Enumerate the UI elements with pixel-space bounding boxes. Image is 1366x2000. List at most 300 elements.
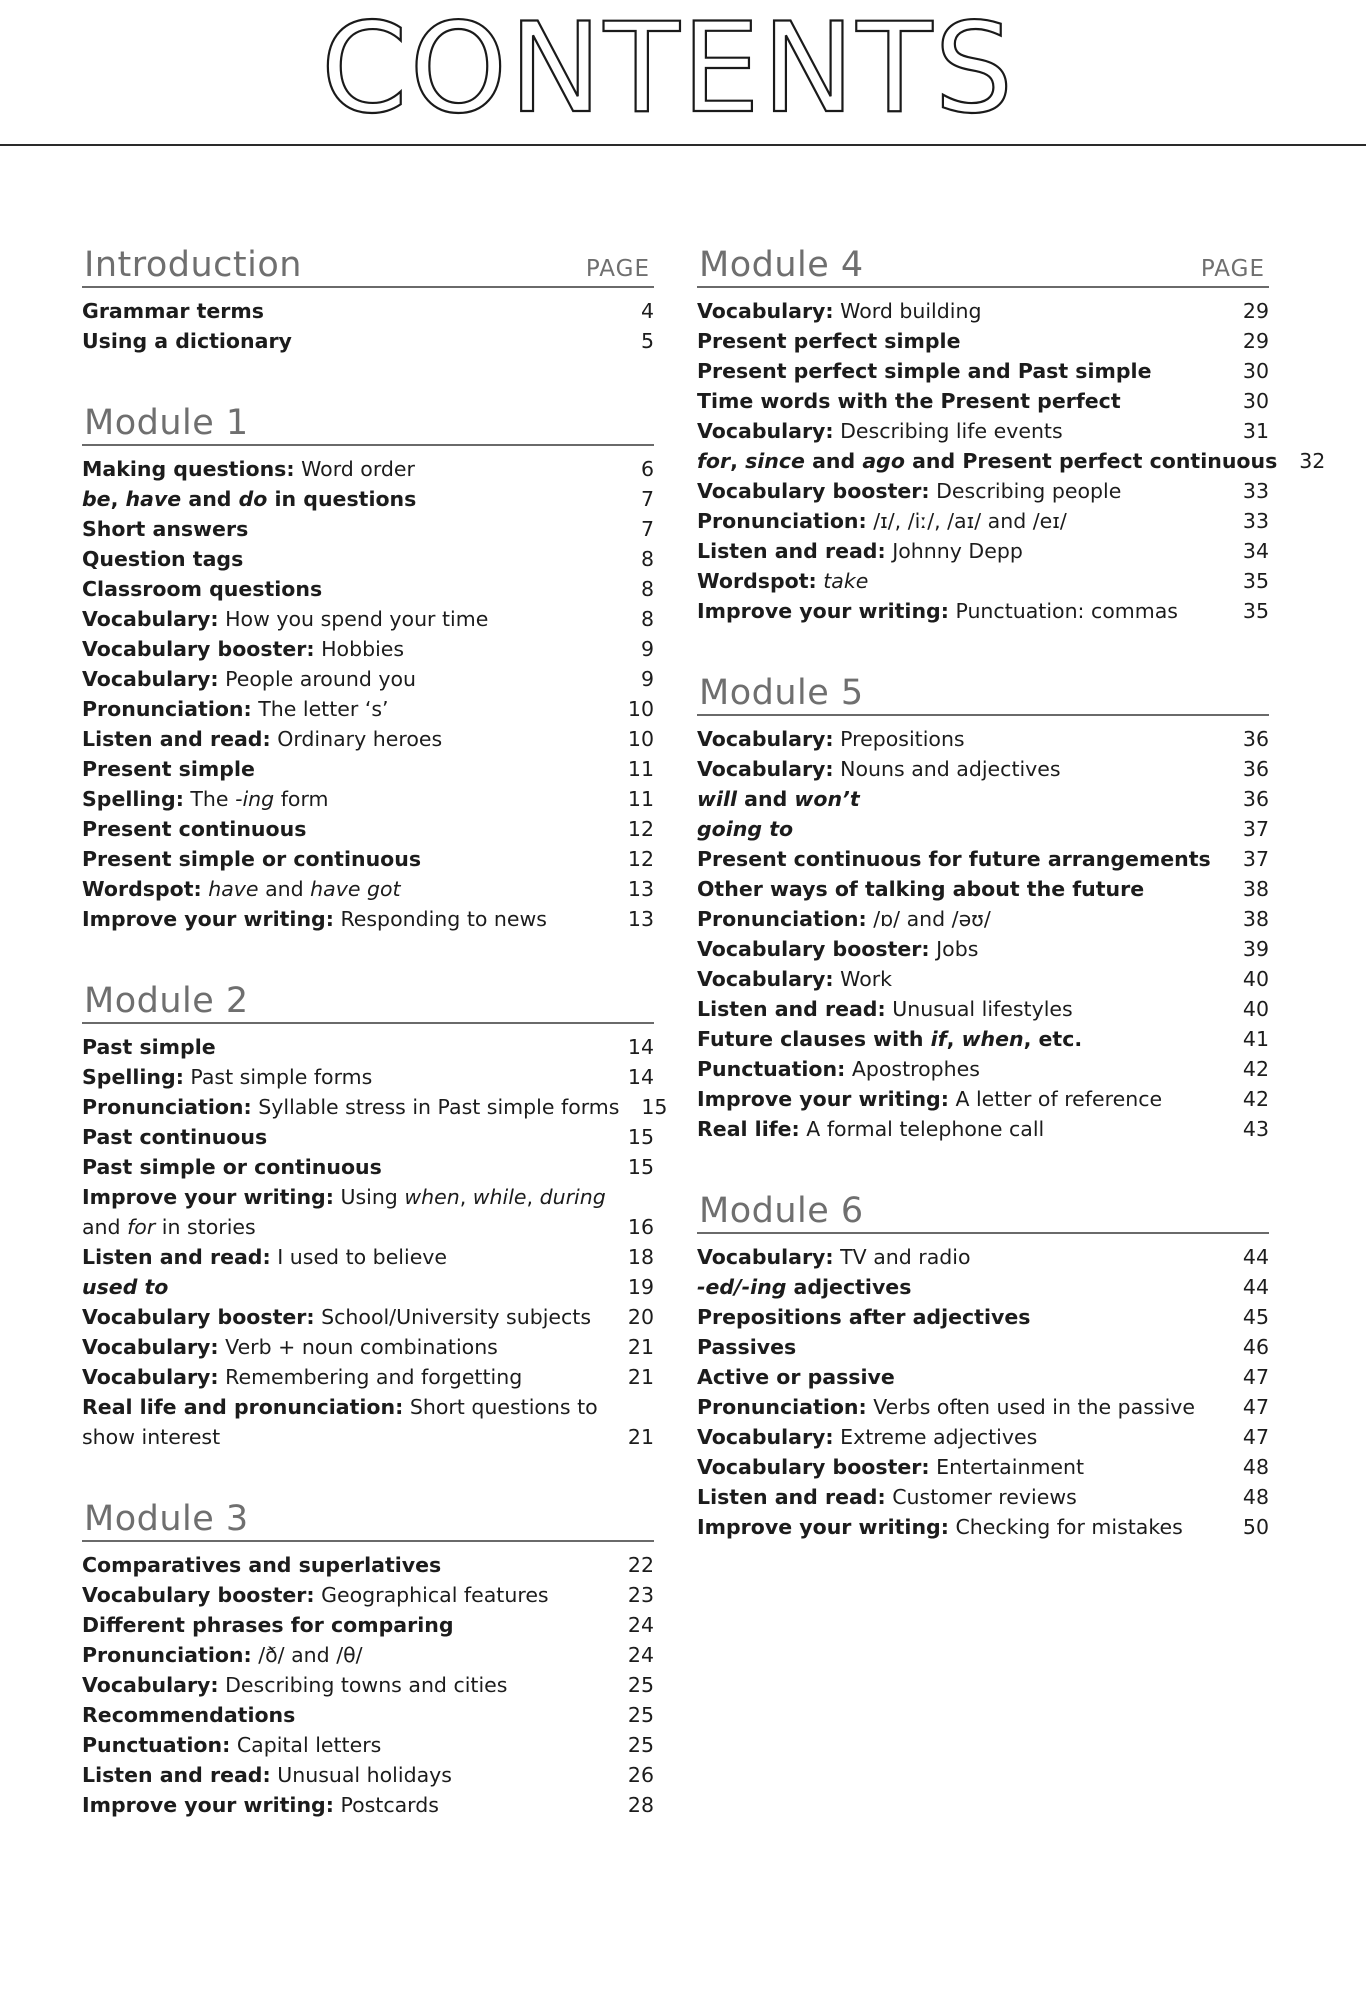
contents-entry xyxy=(82,754,654,784)
entry-text-part: Pronunciation: xyxy=(82,1643,252,1667)
section-title: Introduction xyxy=(84,245,302,285)
entry-text-part: Vocabulary booster: xyxy=(82,637,315,661)
entry-text-part: Vocabulary: xyxy=(697,419,834,443)
entry-text-part: Wordspot: xyxy=(82,877,202,901)
entry-text-part: Using a dictionary xyxy=(82,329,292,353)
section-title: Module 2 xyxy=(84,981,249,1021)
entry-text-part: Real life and pronunciation: xyxy=(82,1395,404,1419)
contents-section xyxy=(697,664,1269,1144)
entry-title xyxy=(697,1482,1235,1512)
entry-title xyxy=(82,1730,620,1760)
entry-text-part: Improve your writing: xyxy=(697,599,949,623)
entry-text-part: Recommendations xyxy=(82,1703,296,1727)
entry-text-part: Extreme adjectives xyxy=(833,1425,1038,1449)
entry-page-number: 13 xyxy=(627,877,654,901)
contents-entry xyxy=(82,1730,654,1760)
contents-entry xyxy=(697,1054,1269,1084)
contents-entry xyxy=(697,1272,1269,1302)
entry-text-part: Improve your writing: xyxy=(697,1087,949,1111)
entry-text-part: Listen and read: xyxy=(697,1485,886,1509)
entry-text-part: Vocabulary booster: xyxy=(697,479,930,503)
entry-title xyxy=(82,1392,620,1422)
entry-text-part: Describing life events xyxy=(833,419,1063,443)
entry-title xyxy=(82,874,620,904)
entry-title xyxy=(82,1422,620,1452)
entry-text-part: Hobbies xyxy=(314,637,405,661)
entry-page-number: 15 xyxy=(627,1155,654,1179)
entry-page-number: 48 xyxy=(1242,1455,1269,1479)
contents-column-left xyxy=(82,236,668,1858)
contents-entry xyxy=(697,356,1269,386)
entry-title xyxy=(82,1790,620,1820)
entry-title xyxy=(82,844,620,874)
entry-page-number: 15 xyxy=(641,1095,668,1119)
entry-text-part: Geographical features xyxy=(314,1583,549,1607)
entry-text-part: Listen and read: xyxy=(82,1763,271,1787)
entry-title xyxy=(82,634,620,664)
entry-title xyxy=(82,1700,620,1730)
entry-text-part: Vocabulary: xyxy=(82,1365,219,1389)
page-header xyxy=(0,0,1366,148)
contents-entry xyxy=(697,1302,1269,1332)
entry-page-number: 30 xyxy=(1242,389,1269,413)
section-title: Module 6 xyxy=(699,1191,864,1231)
entry-text-part: when xyxy=(404,1185,460,1209)
entry-page-number: 36 xyxy=(1242,757,1269,781)
page-column-label: PAGE xyxy=(1200,256,1265,282)
entry-text-part: and xyxy=(804,449,863,473)
entry-text-part: Vocabulary booster: xyxy=(697,1455,930,1479)
entry-page-number: 11 xyxy=(627,787,654,811)
contents-entry xyxy=(697,506,1269,536)
entry-page-number: 47 xyxy=(1242,1395,1269,1419)
entry-title xyxy=(82,484,620,514)
contents-entry xyxy=(697,1242,1269,1272)
entry-title xyxy=(697,724,1235,754)
entry-page-number: 7 xyxy=(640,487,654,511)
entry-text-part: take xyxy=(823,569,869,593)
entry-text-part: Present simple or continuous xyxy=(82,847,422,871)
contents-entry xyxy=(697,386,1269,416)
entry-text-part: Making questions: xyxy=(82,457,295,481)
entry-text-part: , etc. xyxy=(1023,1027,1083,1051)
entry-page-number: 29 xyxy=(1242,299,1269,323)
entry-text-part: Ordinary heroes xyxy=(270,727,443,751)
entry-title xyxy=(82,754,620,784)
section-header xyxy=(82,1490,654,1542)
contents-entry xyxy=(697,296,1269,326)
entry-page-number: 38 xyxy=(1242,907,1269,931)
contents-entry xyxy=(697,1452,1269,1482)
entry-text-part: TV and radio xyxy=(833,1245,971,1269)
entry-text-part: Comparatives and superlatives xyxy=(82,1553,442,1577)
contents-entry xyxy=(82,1122,654,1152)
contents-entry xyxy=(82,1332,654,1362)
entry-text-part: show interest xyxy=(82,1425,221,1449)
entry-page-number: 26 xyxy=(627,1763,654,1787)
entry-page-number: 21 xyxy=(627,1365,654,1389)
entry-text-part: Time words with the Present perfect xyxy=(697,389,1121,413)
entry-text-part: have got xyxy=(310,877,401,901)
contents-entry xyxy=(82,1152,654,1182)
contents-entry xyxy=(82,904,654,934)
entry-page-number: 22 xyxy=(627,1553,654,1577)
section-header xyxy=(697,1182,1269,1234)
contents-entry xyxy=(82,1610,654,1640)
entry-text-part: Unusual lifestyles xyxy=(885,997,1073,1021)
entry-text-part: ago xyxy=(862,449,905,473)
entry-page-number: 37 xyxy=(1242,847,1269,871)
entry-text-part: /ð/ and /θ/ xyxy=(251,1643,363,1667)
entry-text-part: Vocabulary: xyxy=(82,667,219,691)
entry-page-number: 36 xyxy=(1242,727,1269,751)
contents-entry xyxy=(697,1362,1269,1392)
entry-title xyxy=(82,1362,620,1392)
entry-page-number: 23 xyxy=(627,1583,654,1607)
entry-title xyxy=(697,964,1235,994)
entry-page-number: 36 xyxy=(1242,787,1269,811)
entry-page-number: 14 xyxy=(627,1035,654,1059)
entry-text-part: Passives xyxy=(697,1335,797,1359)
entry-text-part: How you spend your time xyxy=(218,607,489,631)
contents-entry xyxy=(82,694,654,724)
entry-title xyxy=(82,1062,620,1092)
entry-text-part: Prepositions xyxy=(833,727,965,751)
section-title: Module 1 xyxy=(84,403,249,443)
entry-page-number: 35 xyxy=(1242,599,1269,623)
entry-title xyxy=(697,506,1235,536)
header-rule xyxy=(0,144,1366,146)
entry-title xyxy=(697,1452,1235,1482)
contents-entry xyxy=(697,724,1269,754)
entry-title xyxy=(82,326,620,356)
entry-page-number: 35 xyxy=(1242,569,1269,593)
entry-text-part: Pronunciation: xyxy=(697,1395,867,1419)
entry-title xyxy=(82,544,620,574)
section-title: Module 4 xyxy=(699,245,864,285)
contents-entry xyxy=(82,724,654,754)
entry-text-part: adjectives xyxy=(786,1275,912,1299)
entry-title xyxy=(697,844,1235,874)
contents-entry xyxy=(82,664,654,694)
entry-text-part: Johnny Depp xyxy=(885,539,1023,563)
contents-entry xyxy=(82,1062,654,1092)
entry-text-part: Vocabulary: xyxy=(82,1673,219,1697)
contents-entry xyxy=(697,416,1269,446)
contents-entry xyxy=(82,296,654,326)
contents-column-right xyxy=(697,236,1326,1580)
entry-page-number: 8 xyxy=(640,547,654,571)
contents-entry xyxy=(82,1392,654,1422)
entry-title xyxy=(697,874,1235,904)
contents-entry xyxy=(82,1700,654,1730)
entry-page-number: 4 xyxy=(640,299,654,323)
contents-entry xyxy=(697,784,1269,814)
entry-title xyxy=(697,904,1235,934)
entry-text-part: Describing towns and cities xyxy=(218,1673,508,1697)
contents-entry xyxy=(697,1114,1269,1144)
entry-text-part: will xyxy=(697,787,738,811)
contents-entry xyxy=(697,754,1269,784)
entry-text-part: Listen and read: xyxy=(82,727,271,751)
entry-text-part: Postcards xyxy=(333,1793,439,1817)
entry-text-part: The letter ‘s’ xyxy=(251,697,389,721)
contents-entry xyxy=(82,574,654,604)
entry-title xyxy=(697,1114,1235,1144)
entry-text-part: Past continuous xyxy=(82,1125,268,1149)
entry-title xyxy=(697,1084,1235,1114)
contents-entry xyxy=(82,1422,654,1452)
entry-page-number: 42 xyxy=(1242,1057,1269,1081)
entry-text-part: , xyxy=(526,1185,540,1209)
contents-entry xyxy=(697,1392,1269,1422)
entry-text-part: Listen and read: xyxy=(697,539,886,563)
entry-text-part: Vocabulary: xyxy=(82,607,219,631)
entry-text-part: Pronunciation: xyxy=(82,697,252,721)
entry-title xyxy=(697,326,1235,356)
contents-entry xyxy=(697,934,1269,964)
entry-text-part: Capital letters xyxy=(230,1733,382,1757)
entry-text-part: and Present perfect continuous xyxy=(904,449,1278,473)
entry-text-part: Verbs often used in the passive xyxy=(866,1395,1196,1419)
entry-text-part: Checking for mistakes xyxy=(948,1515,1183,1539)
entry-page-number: 40 xyxy=(1242,997,1269,1021)
entry-text-part: Customer reviews xyxy=(885,1485,1077,1509)
entry-page-number: 50 xyxy=(1242,1515,1269,1539)
entry-text-part: Present continuous for future arrangements xyxy=(697,847,1211,871)
contents-entry xyxy=(82,1182,654,1212)
entry-text-part: Apostrophes xyxy=(845,1057,980,1081)
contents-entry xyxy=(697,1422,1269,1452)
entry-text-part: Vocabulary booster: xyxy=(697,937,930,961)
entry-text-part: A letter of reference xyxy=(948,1087,1163,1111)
section-header xyxy=(82,236,654,288)
entry-title xyxy=(82,1212,620,1242)
entry-page-number: 10 xyxy=(627,697,654,721)
entry-title xyxy=(82,904,620,934)
entry-page-number: 39 xyxy=(1242,937,1269,961)
entry-page-number: 31 xyxy=(1242,419,1269,443)
contents-entry xyxy=(82,1032,654,1062)
entry-title xyxy=(82,1032,620,1062)
entry-text-part: and xyxy=(258,877,311,901)
entry-page-number: 19 xyxy=(627,1275,654,1299)
contents-entry xyxy=(697,446,1326,476)
entry-text-part: Spelling: xyxy=(82,1065,184,1089)
entry-title xyxy=(697,416,1235,446)
entry-page-number: 12 xyxy=(627,817,654,841)
entry-page-number: 25 xyxy=(627,1703,654,1727)
entry-text-part: Improve your writing: xyxy=(697,1515,949,1539)
entry-text-part: Vocabulary booster: xyxy=(82,1583,315,1607)
contents-entry xyxy=(697,1482,1269,1512)
contents-entry xyxy=(82,1670,654,1700)
entry-title xyxy=(697,994,1235,1024)
entry-title xyxy=(82,1670,620,1700)
entry-text-part: Listen and read: xyxy=(82,1245,271,1269)
entry-title xyxy=(82,664,620,694)
entry-text-part: used to xyxy=(82,1275,169,1299)
contents-entry xyxy=(82,454,654,484)
contents-entry xyxy=(697,536,1269,566)
entry-page-number: 25 xyxy=(627,1673,654,1697)
entry-title xyxy=(697,476,1235,506)
contents-section xyxy=(82,236,654,356)
entry-text-part: Pronunciation: xyxy=(697,907,867,931)
entry-text-part: Wordspot: xyxy=(697,569,817,593)
entry-page-number: 9 xyxy=(640,667,654,691)
contents-entry xyxy=(82,1272,654,1302)
entry-text-part: won’t xyxy=(794,787,860,811)
entry-text-part: in stories xyxy=(155,1215,256,1239)
page-column-label: PAGE xyxy=(585,256,650,282)
contents-entry xyxy=(697,874,1269,904)
entry-text-part: /ɪ/, /iː/, /aɪ/ and /eɪ/ xyxy=(866,509,1067,533)
entry-text-part: have xyxy=(208,877,259,901)
contents-entry xyxy=(82,1640,654,1670)
entry-title xyxy=(82,1332,620,1362)
contents-entry xyxy=(82,1550,654,1580)
entry-title xyxy=(82,1152,620,1182)
contents-entry xyxy=(82,484,654,514)
entry-text-part: Spelling: xyxy=(82,787,184,811)
entry-text-part: while xyxy=(472,1185,527,1209)
entry-text-part: Past simple xyxy=(82,1035,216,1059)
page-title-graphic xyxy=(0,0,1366,148)
entry-title xyxy=(697,1272,1235,1302)
entry-text-part: Improve your writing: xyxy=(82,907,334,931)
entry-title xyxy=(82,1610,620,1640)
entry-text-part: Past simple or continuous xyxy=(82,1155,382,1179)
entry-text-part: and xyxy=(181,487,239,511)
entry-page-number: 8 xyxy=(640,607,654,631)
entry-text-part: Vocabulary: xyxy=(82,1335,219,1359)
contents-section xyxy=(82,1490,654,1820)
entry-text-part: A formal telephone call xyxy=(799,1117,1045,1141)
entry-text-part: Describing people xyxy=(929,479,1122,503)
entry-text-part: Punctuation: xyxy=(82,1733,231,1757)
entry-title xyxy=(697,566,1235,596)
entry-text-part: Vocabulary: xyxy=(697,967,834,991)
entry-title xyxy=(697,1302,1235,1332)
contents-entry xyxy=(697,1084,1269,1114)
contents-entry xyxy=(82,544,654,574)
section-header xyxy=(82,972,654,1024)
entry-text-part: Word order xyxy=(294,457,415,481)
entry-text-part: People around you xyxy=(218,667,417,691)
entry-title xyxy=(82,1640,620,1670)
entry-text-part: Classroom questions xyxy=(82,577,323,601)
entry-page-number: 33 xyxy=(1242,509,1269,533)
entry-title xyxy=(82,784,620,814)
entry-title xyxy=(697,1242,1235,1272)
contents-entry xyxy=(82,874,654,904)
entry-title xyxy=(82,1580,620,1610)
contents-entry xyxy=(697,326,1269,356)
contents-entry xyxy=(697,476,1269,506)
entry-text-part: Unusual holidays xyxy=(270,1763,452,1787)
entry-page-number: 24 xyxy=(627,1613,654,1637)
entry-text-part: -ing xyxy=(235,787,275,811)
entry-page-number: 13 xyxy=(627,907,654,931)
entry-title xyxy=(697,934,1235,964)
entry-page-number: 10 xyxy=(627,727,654,751)
contents-entry xyxy=(697,994,1269,1024)
entry-text-part: Vocabulary: xyxy=(697,299,834,323)
entry-page-number: 11 xyxy=(627,757,654,781)
entry-text-part: Using xyxy=(333,1185,405,1209)
section-title: Module 3 xyxy=(84,1499,249,1539)
entry-page-number: 46 xyxy=(1242,1335,1269,1359)
entry-text-part: Responding to news xyxy=(333,907,547,931)
entry-title xyxy=(697,814,1235,844)
entry-text-part: -ed/-ing xyxy=(697,1275,787,1299)
entry-text-part: I used to believe xyxy=(270,1245,448,1269)
entry-text-part: Listen and read: xyxy=(697,997,886,1021)
entry-text-part: and xyxy=(82,1215,128,1239)
entry-text-part: Vocabulary: xyxy=(697,757,834,781)
entry-text-part: , xyxy=(110,487,126,511)
entry-text-part: Real life: xyxy=(697,1117,800,1141)
contents-entry xyxy=(82,1212,654,1242)
entry-page-number: 44 xyxy=(1242,1245,1269,1269)
entry-text-part: form xyxy=(274,787,329,811)
entry-page-number: 47 xyxy=(1242,1425,1269,1449)
entry-text-part: The xyxy=(183,787,236,811)
entry-text-part: Prepositions after adjectives xyxy=(697,1305,1031,1329)
entry-text-part: Verb + noun combinations xyxy=(218,1335,498,1359)
entry-text-part: Grammar terms xyxy=(82,299,264,323)
contents-section xyxy=(82,394,654,934)
entry-title xyxy=(697,1362,1235,1392)
contents-entry xyxy=(697,1332,1269,1362)
contents-entry xyxy=(697,1024,1269,1054)
entry-text-part: going to xyxy=(697,817,794,841)
contents-section xyxy=(697,1182,1269,1542)
contents-entry xyxy=(697,964,1269,994)
entry-text-part: have xyxy=(125,487,182,511)
entry-title xyxy=(82,514,620,544)
entry-text-part: School/University subjects xyxy=(314,1305,591,1329)
entry-text-part: Short answers xyxy=(82,517,249,541)
entry-title xyxy=(697,1392,1235,1422)
entry-title xyxy=(82,296,620,326)
entry-text-part: Present perfect simple and Past simple xyxy=(697,359,1152,383)
contents-entry xyxy=(82,326,654,356)
contents-entry xyxy=(82,634,654,664)
entry-page-number: 25 xyxy=(627,1733,654,1757)
entry-text-part: during xyxy=(539,1185,606,1209)
entry-page-number: 32 xyxy=(1299,449,1326,473)
entry-text-part: do xyxy=(238,487,268,511)
entry-page-number: 37 xyxy=(1242,817,1269,841)
contents-section xyxy=(82,972,668,1452)
entry-text-part: Punctuation: commas xyxy=(948,599,1178,623)
entry-title xyxy=(697,784,1235,814)
entry-page-number: 40 xyxy=(1242,967,1269,991)
entry-page-number: 34 xyxy=(1242,539,1269,563)
entry-title xyxy=(697,296,1235,326)
entry-text-part: Pronunciation: xyxy=(82,1095,252,1119)
entry-page-number: 29 xyxy=(1242,329,1269,353)
entry-title xyxy=(82,454,620,484)
entry-page-number: 9 xyxy=(640,637,654,661)
entry-page-number: 43 xyxy=(1242,1117,1269,1141)
contents-entry xyxy=(82,784,654,814)
contents-section xyxy=(697,236,1326,626)
entry-page-number: 45 xyxy=(1242,1305,1269,1329)
contents-entry xyxy=(82,514,654,544)
